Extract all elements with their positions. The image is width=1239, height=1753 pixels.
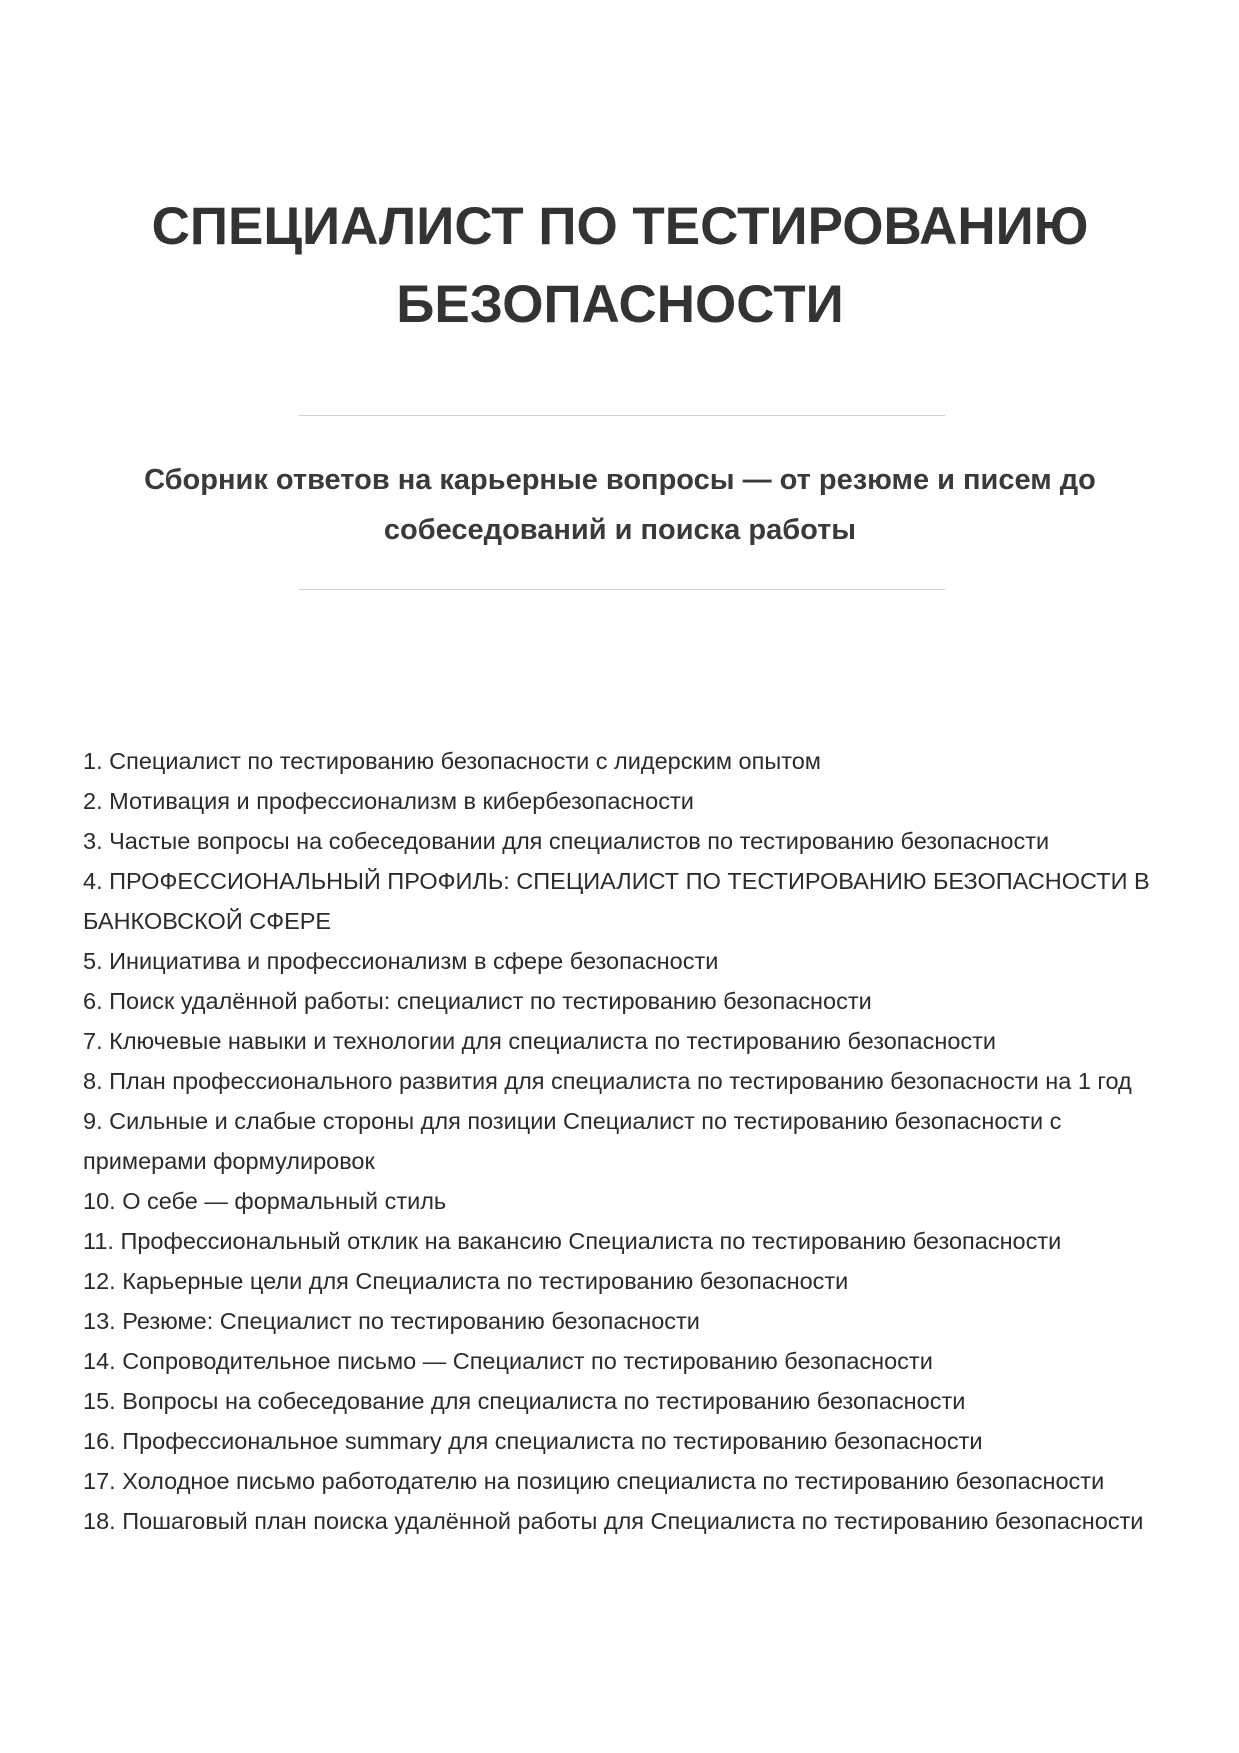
toc-item-5: 5. Инициатива и профессионализм в сфере безопасности bbox=[83, 948, 719, 974]
document-title: СПЕЦИАЛИСТ ПО ТЕСТИРОВАНИЮ БЕЗОПАСНОСТИ bbox=[151, 197, 1089, 334]
document-subtitle: Сборник ответов на карьерные вопросы — от резюме и писем до собеседований и поиска работы bbox=[144, 464, 1096, 546]
toc-item-17: 17. Холодное письмо работодателю на позицию специалиста по тестированию безопасности bbox=[83, 1468, 1105, 1494]
toc-item-13: 13. Резюме: Специалист по тестированию безопасности bbox=[83, 1308, 700, 1334]
toc-item-12: 12. Карьерные цели для Специалиста по тестированию безопасности bbox=[83, 1268, 849, 1294]
toc-item-6: 6. Поиск удалённой работы: специалист по тестированию безопасности bbox=[83, 988, 872, 1014]
toc-item-3: 3. Частые вопросы на собеседовании для специалистов по тестированию безопасности bbox=[83, 828, 1050, 854]
toc-item-10: 10. О себе — формальный стиль bbox=[83, 1188, 447, 1214]
toc-item-9: 9. Сильные и слабые стороны для позиции Специалист по тестированию безопасности с примерами формулировок bbox=[83, 1108, 1062, 1174]
table-of-contents bbox=[83, 741, 1173, 1541]
toc-item-18: 18. Пошаговый план поиска удалённой работы для Специалиста по тестированию безопасности bbox=[83, 1508, 1144, 1534]
toc-item-4: 4. ПРОФЕССИОНАЛЬНЫЙ ПРОФИЛЬ: СПЕЦИАЛИСТ ПО ТЕСТИРОВАНИЮ БЕЗОПАСНОСТИ В БАНКОВСКОЙ СФЕРЕ bbox=[83, 868, 1150, 934]
toc-item-7: 7. Ключевые навыки и технологии для специалиста по тестированию безопасности bbox=[83, 1028, 997, 1054]
toc-item-11: 11. Профессиональный отклик на вакансию Специалиста по тестированию безопасности bbox=[83, 1228, 1062, 1254]
divider-bottom bbox=[299, 589, 945, 590]
divider-top bbox=[299, 415, 945, 416]
toc-item-1: 1. Специалист по тестированию безопасности с лидерским опытом bbox=[83, 748, 821, 774]
toc-item-15: 15. Вопросы на собеседование для специалиста по тестированию безопасности bbox=[83, 1388, 966, 1414]
toc-item-2: 2. Мотивация и профессионализм в кибербезопасности bbox=[83, 788, 694, 814]
toc-item-16: 16. Профессиональное summary для специалиста по тестированию безопасности bbox=[83, 1428, 983, 1454]
toc-item-14: 14. Сопроводительное письмо — Специалист по тестированию безопасности bbox=[83, 1348, 933, 1374]
toc-item-8: 8. План профессионального развития для специалиста по тестированию безопасности на 1 год bbox=[83, 1068, 1132, 1094]
